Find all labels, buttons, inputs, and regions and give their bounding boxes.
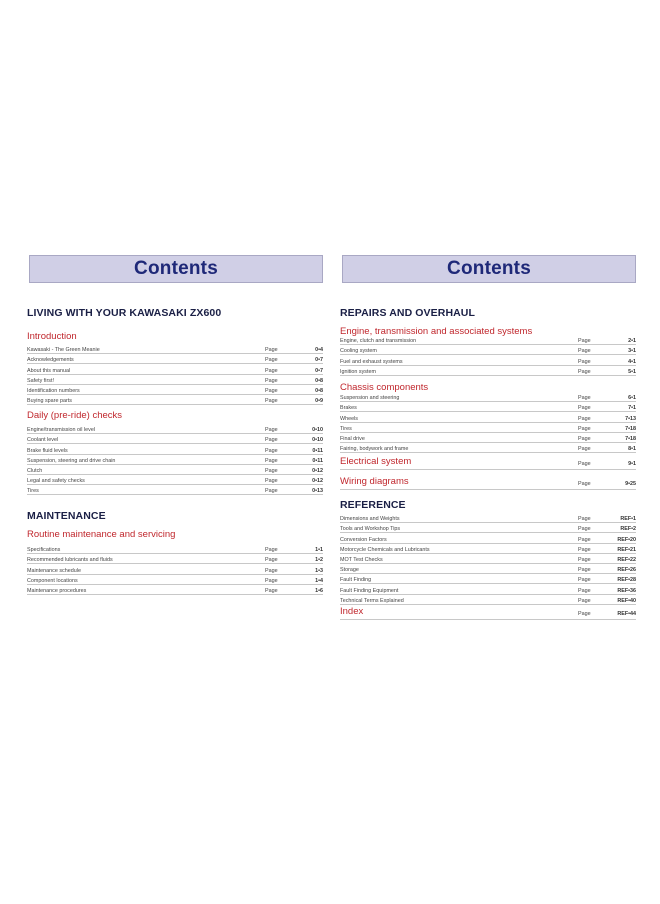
toc-page-label: Page bbox=[265, 427, 278, 434]
toc-page-number: 0•10 bbox=[312, 427, 323, 434]
toc-row[interactable] bbox=[340, 544, 636, 554]
toc-page-label: Page bbox=[578, 405, 591, 412]
toc-page-label: Page bbox=[265, 587, 278, 594]
toc-row[interactable] bbox=[340, 564, 636, 574]
toc-label: Wheels bbox=[340, 415, 358, 422]
toc-page-label: Page bbox=[578, 556, 591, 563]
toc-row[interactable] bbox=[27, 465, 323, 475]
toc-label: Engine/transmission oil level bbox=[27, 427, 96, 434]
toc-page-label: Page bbox=[265, 488, 278, 495]
part-title-living: LIVING WITH YOUR KAWASAKI ZX600 bbox=[27, 307, 222, 319]
toc-label: Engine, clutch and transmission bbox=[340, 338, 417, 345]
toc-row[interactable] bbox=[340, 402, 636, 412]
toc-row[interactable] bbox=[340, 423, 636, 433]
toc-page-label: Page bbox=[578, 446, 591, 453]
toc-page-number: REF•1 bbox=[620, 516, 636, 523]
toc-page-label: Page bbox=[578, 481, 591, 487]
toc-label: Specifications bbox=[27, 547, 61, 554]
right-contents-page bbox=[340, 255, 636, 617]
toc-page-number: 1•1 bbox=[315, 547, 323, 554]
left-contents-page bbox=[27, 255, 323, 594]
toc-page-number: 1•6 bbox=[315, 587, 323, 594]
toc-page-number: REF•40 bbox=[617, 597, 636, 604]
toc-row[interactable] bbox=[27, 344, 323, 354]
toc-label: Clutch bbox=[27, 467, 43, 474]
section-title-index: Index bbox=[340, 606, 364, 617]
introduction-list bbox=[27, 344, 323, 405]
toc-row[interactable] bbox=[27, 424, 323, 434]
contents-banner bbox=[29, 255, 323, 283]
chassis-list bbox=[340, 392, 636, 453]
toc-page-label: Page bbox=[578, 526, 591, 533]
toc-page-number: 7•13 bbox=[625, 415, 636, 422]
toc-row[interactable] bbox=[27, 585, 323, 595]
toc-label: Storage bbox=[340, 567, 359, 574]
toc-row[interactable] bbox=[27, 575, 323, 585]
toc-page-number: 8•1 bbox=[628, 446, 636, 453]
toc-row[interactable] bbox=[340, 366, 636, 376]
toc-page-number: 0•10 bbox=[312, 437, 323, 444]
toc-page-label: Page bbox=[265, 367, 278, 374]
toc-page-number: 7•18 bbox=[625, 425, 636, 432]
toc-page-number: 0•7 bbox=[315, 367, 323, 374]
toc-page-label: Page bbox=[265, 387, 278, 394]
toc-row[interactable] bbox=[27, 455, 323, 465]
toc-row[interactable] bbox=[340, 523, 636, 533]
toc-page-label: Page bbox=[265, 357, 278, 364]
part-title-maintenance: MAINTENANCE bbox=[27, 510, 106, 522]
toc-page-label: Page bbox=[578, 611, 591, 617]
reference-list bbox=[340, 513, 636, 605]
section-title-engine[interactable]: Engine, transmission and associated systems bbox=[340, 326, 533, 337]
toc-page-number: REF•26 bbox=[617, 567, 636, 574]
toc-row[interactable] bbox=[340, 595, 636, 605]
toc-row[interactable] bbox=[340, 584, 636, 594]
toc-label: Maintenance schedule bbox=[27, 567, 81, 574]
engine-list bbox=[340, 335, 636, 376]
toc-page-label: Page bbox=[578, 546, 591, 553]
part-title-repairs: REPAIRS AND OVERHAUL bbox=[340, 307, 476, 319]
toc-page-number: REF•22 bbox=[617, 556, 636, 563]
toc-page-label: Page bbox=[265, 547, 278, 554]
toc-page-number: 1•2 bbox=[315, 557, 323, 564]
toc-label: Safety first! bbox=[27, 377, 54, 384]
toc-row[interactable] bbox=[27, 444, 323, 454]
toc-label: Fairing, bodywork and frame bbox=[340, 446, 409, 453]
toc-page-label: Page bbox=[265, 467, 278, 474]
toc-row[interactable] bbox=[27, 385, 323, 395]
toc-row-electrical[interactable] bbox=[340, 456, 636, 470]
toc-page-number: 0•12 bbox=[312, 478, 323, 485]
toc-page-number: 1•3 bbox=[315, 567, 323, 574]
toc-label: Coolant level bbox=[27, 437, 59, 444]
toc-page-label: Page bbox=[578, 425, 591, 432]
toc-page-number: 5•1 bbox=[628, 368, 636, 375]
section-title-chassis[interactable]: Chassis components bbox=[340, 382, 429, 393]
toc-page-number: 4•1 bbox=[628, 358, 636, 365]
toc-page-label: Page bbox=[265, 478, 278, 485]
toc-page-number: 9•25 bbox=[625, 481, 636, 487]
toc-page-label: Page bbox=[265, 447, 278, 454]
toc-row[interactable] bbox=[27, 354, 323, 364]
toc-page-label: Page bbox=[265, 577, 278, 584]
toc-page-number: 0•11 bbox=[312, 447, 323, 454]
toc-page-label: Page bbox=[265, 437, 278, 444]
toc-label: Brake fluid levels bbox=[27, 447, 68, 454]
toc-label: Fault Finding bbox=[340, 577, 372, 584]
toc-row[interactable] bbox=[340, 574, 636, 584]
toc-page-label: Page bbox=[578, 536, 591, 543]
toc-label: Suspension and steering bbox=[340, 395, 400, 402]
toc-page-number: 0•8 bbox=[315, 387, 323, 394]
toc-page-number: 3•1 bbox=[628, 348, 636, 355]
toc-page-label: Page bbox=[578, 395, 591, 402]
toc-page-number: 0•13 bbox=[312, 488, 323, 495]
toc-page-label: Page bbox=[578, 567, 591, 574]
toc-row[interactable] bbox=[27, 364, 323, 374]
toc-page-number: REF•21 bbox=[617, 546, 636, 553]
part-title-reference: REFERENCE bbox=[340, 499, 406, 511]
toc-page-number: 6•1 bbox=[628, 395, 636, 402]
toc-page-label: Page bbox=[578, 587, 591, 594]
section-title-electrical: Electrical system bbox=[340, 456, 412, 467]
toc-row[interactable] bbox=[340, 355, 636, 365]
toc-label: Tires bbox=[27, 488, 39, 495]
toc-label: Tools and Workshop Tips bbox=[340, 526, 401, 533]
toc-page-number: 9•1 bbox=[628, 461, 636, 467]
toc-page-number: 7•1 bbox=[628, 405, 636, 412]
toc-page-number: REF•44 bbox=[617, 611, 636, 617]
contents-banner bbox=[342, 255, 636, 283]
toc-page-label: Page bbox=[265, 377, 278, 384]
toc-page-label: Page bbox=[265, 398, 278, 405]
toc-row[interactable] bbox=[340, 335, 636, 345]
toc-row[interactable] bbox=[340, 392, 636, 402]
toc-page-label: Page bbox=[578, 338, 591, 345]
toc-page-number: REF•28 bbox=[617, 577, 636, 584]
toc-label: Final drive bbox=[340, 435, 365, 442]
toc-label: Tires bbox=[340, 425, 352, 432]
toc-page-label: Page bbox=[578, 435, 591, 442]
toc-row[interactable] bbox=[27, 554, 323, 564]
toc-page-number: 0•4 bbox=[315, 347, 323, 354]
toc-page-label: Page bbox=[578, 415, 591, 422]
toc-row[interactable] bbox=[27, 544, 323, 554]
toc-label: Legal and safety checks bbox=[27, 478, 85, 485]
section-title-routine-maintenance[interactable]: Routine maintenance and servicing bbox=[27, 529, 176, 540]
toc-page-number: REF•36 bbox=[617, 587, 636, 594]
toc-page-label: Page bbox=[578, 516, 591, 523]
toc-row-wiring[interactable] bbox=[340, 476, 636, 490]
toc-page-label: Page bbox=[265, 567, 278, 574]
toc-page-label: Page bbox=[265, 347, 278, 354]
toc-row[interactable] bbox=[27, 434, 323, 444]
toc-row[interactable] bbox=[340, 533, 636, 543]
toc-label: Recommended lubricants and fluids bbox=[27, 557, 113, 564]
toc-row[interactable] bbox=[340, 443, 636, 453]
toc-page-label: Page bbox=[578, 358, 591, 365]
toc-row[interactable] bbox=[340, 513, 636, 523]
toc-label: Ignition system bbox=[340, 368, 376, 375]
toc-page-label: Page bbox=[578, 368, 591, 375]
toc-row[interactable] bbox=[27, 475, 323, 485]
toc-page-label: Page bbox=[578, 577, 591, 584]
toc-page-number: 0•12 bbox=[312, 467, 323, 474]
toc-label: Identification numbers bbox=[27, 387, 80, 394]
banner-title: Contents bbox=[134, 258, 218, 279]
toc-label: Buying spare parts bbox=[27, 398, 72, 405]
toc-row[interactable] bbox=[340, 412, 636, 422]
toc-page-number: REF•2 bbox=[620, 526, 636, 533]
toc-label: Suspension, steering and drive chain bbox=[27, 457, 116, 464]
toc-row[interactable] bbox=[27, 375, 323, 385]
toc-label: Maintenance procedures bbox=[27, 587, 87, 594]
toc-label: Brakes bbox=[340, 405, 357, 412]
toc-label: Technical Terms Explained bbox=[340, 597, 404, 604]
toc-page-number: 7•18 bbox=[625, 435, 636, 442]
toc-label: Fuel and exhaust systems bbox=[340, 358, 403, 365]
section-title-daily-checks[interactable]: Daily (pre-ride) checks bbox=[27, 410, 123, 421]
toc-page-number: 0•11 bbox=[312, 457, 323, 464]
daily-checks-list bbox=[27, 424, 323, 495]
toc-page-label: Page bbox=[578, 461, 591, 467]
toc-label: Dimensions and Weights bbox=[340, 516, 400, 523]
toc-page-label: Page bbox=[265, 457, 278, 464]
routine-maintenance-list bbox=[27, 544, 323, 595]
toc-label: Cooling system bbox=[340, 348, 377, 355]
toc-row[interactable] bbox=[340, 345, 636, 355]
toc-label: Conversion Factors bbox=[340, 536, 387, 543]
toc-label: Component locations bbox=[27, 577, 78, 584]
toc-page-number: REF•20 bbox=[617, 536, 636, 543]
section-title-wiring: Wiring diagrams bbox=[340, 476, 409, 487]
toc-page-label: Page bbox=[578, 597, 591, 604]
toc-row-index[interactable] bbox=[340, 606, 636, 620]
toc-row[interactable] bbox=[340, 554, 636, 564]
toc-page-number: 0•8 bbox=[315, 377, 323, 384]
toc-row[interactable] bbox=[27, 395, 323, 405]
toc-page-label: Page bbox=[578, 348, 591, 355]
toc-row[interactable] bbox=[27, 485, 323, 495]
toc-page-number: 0•9 bbox=[315, 398, 323, 405]
toc-label: About this manual bbox=[27, 367, 71, 374]
toc-label: Kawasaki - The Green Meanie bbox=[27, 347, 100, 354]
toc-label: Fault Finding Equipment bbox=[340, 587, 399, 594]
banner-title: Contents bbox=[447, 258, 531, 279]
toc-page-number: 0•7 bbox=[315, 357, 323, 364]
toc-label: MOT Test Checks bbox=[340, 556, 383, 563]
toc-row[interactable] bbox=[340, 433, 636, 443]
toc-page-number: 2•1 bbox=[628, 338, 636, 345]
toc-row[interactable] bbox=[27, 564, 323, 574]
toc-label: Motorcycle Chemicals and Lubricants bbox=[340, 546, 430, 553]
toc-page-number: 1•4 bbox=[315, 577, 323, 584]
section-title-introduction[interactable]: Introduction bbox=[27, 331, 77, 342]
toc-label: Acknowledgements bbox=[27, 357, 74, 364]
toc-page-label: Page bbox=[265, 557, 278, 564]
